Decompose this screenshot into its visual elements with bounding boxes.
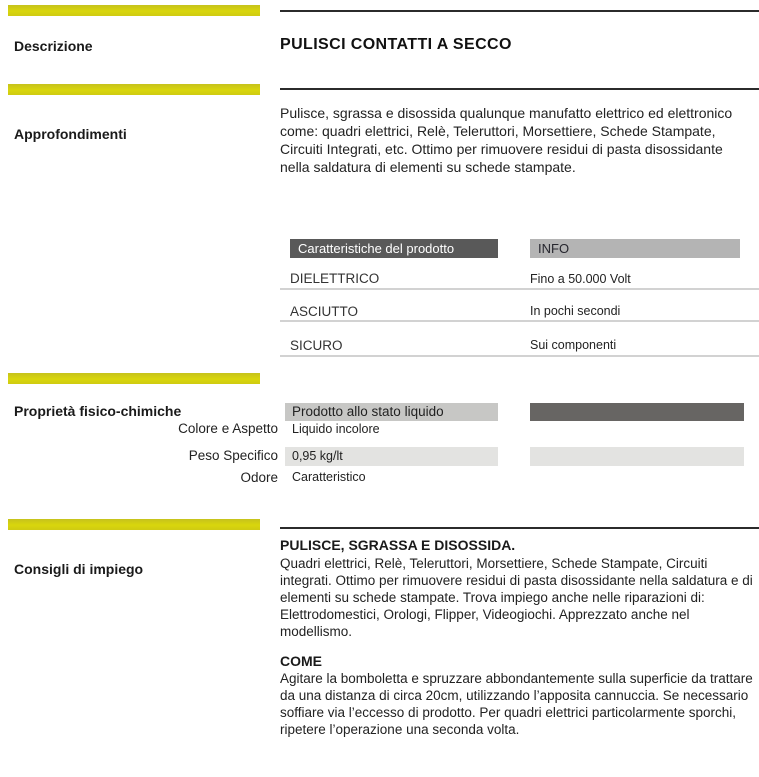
property-value: 0,95 kg/lt	[285, 447, 498, 466]
row-separator	[280, 355, 759, 357]
consigli-paragraph-1: Quadri elettrici, Relè, Teleruttori, Morsettiere, Schede Stampate, Circuiti integrati. Ottimo per rimuovere residui di pasta disossidante nella saldatura e di elementi su schede stampate. Trova impiego anche nelle riparazioni di: Elettrodomestici, Orologi, Flipper, Videogiochi. Apprezzato anche nel modellismo.	[280, 556, 753, 639]
property-label: Odore	[240, 470, 278, 485]
row-separator	[280, 288, 759, 290]
section-rule	[280, 10, 759, 12]
row-separator	[280, 320, 759, 322]
section-separator-bar	[8, 519, 260, 530]
section-label-approfondimenti: Approfondimenti	[14, 126, 127, 142]
consigli-paragraph-2: Agitare la bomboletta e spruzzare abbondantemente sulla superficie da trattare da una distanza di circa 20cm, utilizzando l’apposita cannuccia. Se necessario soffiare via l’eccesso di prodotto. Per quadri elettrici particolarmente sporchi, ripetere l’operazione una seconda volta.	[280, 671, 753, 737]
section-label-descrizione: Descrizione	[14, 38, 93, 54]
caratteristica-info: Sui componenti	[530, 338, 617, 352]
caratteristica-name: SICURO	[290, 338, 343, 353]
table-header-caratteristiche: Caratteristiche del prodotto	[290, 239, 498, 258]
caratteristica-info: Fino a 50.000 Volt	[530, 272, 631, 286]
caratteristica-name: ASCIUTTO	[290, 304, 359, 319]
section-rule	[280, 527, 759, 529]
property-label: Peso Specifico	[188, 448, 278, 463]
section-label-consigli: Consigli di impiego	[14, 561, 144, 577]
properties-header-dark-bar	[530, 403, 744, 421]
property-value: Caratteristico	[292, 470, 366, 484]
section-separator-bar	[8, 84, 260, 95]
section-label-proprieta: Proprietà fisico-chimiche	[14, 403, 182, 419]
approfondimenti-paragraph: Pulisce, sgrassa e disossida qualunque manufatto elettrico ed elettronico come: quadri elettrici, Relè, Teleruttori, Morsettiere, Schede Stampate, Circuiti Integrati, etc. Ottimo per rimuovere residui di pasta disossidante nella saldatura di elementi su schede stampate.	[280, 105, 733, 175]
table-header-info: INFO	[530, 239, 740, 258]
caratteristica-info: In pochi secondi	[530, 304, 621, 318]
properties-state-header: Prodotto allo stato liquido	[285, 403, 498, 421]
product-title: PULISCI CONTATTI A SECCO	[280, 36, 512, 53]
consigli-heading-2: COME	[280, 653, 322, 669]
section-separator-bar	[8, 373, 260, 384]
property-label: Colore e Aspetto	[178, 421, 278, 436]
property-value: Liquido incolore	[292, 422, 380, 436]
section-rule	[280, 88, 759, 90]
properties-gray-bar	[530, 447, 744, 466]
consigli-heading-1: PULISCE, SGRASSA E DISOSSIDA.	[280, 537, 516, 553]
caratteristica-name: DIELETTRICO	[290, 271, 380, 286]
section-separator-bar	[8, 5, 260, 16]
